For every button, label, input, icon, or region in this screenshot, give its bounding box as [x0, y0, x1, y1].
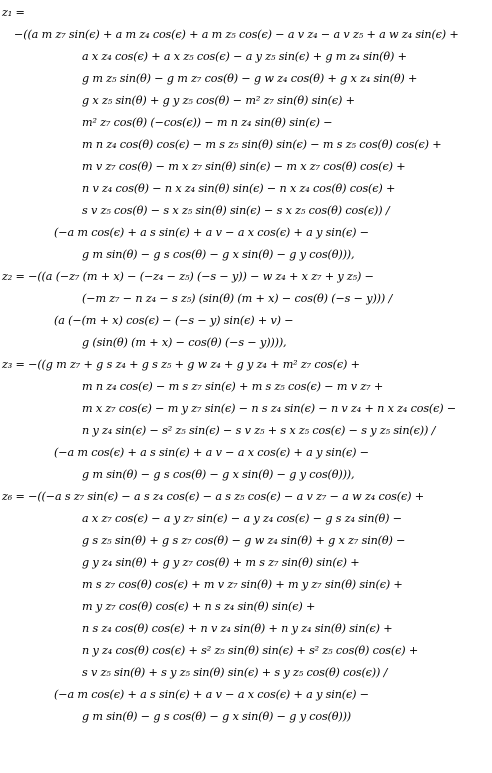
eq-text: g m sin(θ) − g s cos(θ) − g x sin(θ) − g y cos(θ)))	[82, 710, 352, 723]
eq-text: m s z₇ cos(θ) cos(ϵ) + m v z₇ sin(θ) + m y z₇ sin(θ) sin(ϵ) +	[82, 578, 403, 591]
eq-text: g m z₅ sin(θ) − g m z₇ cos(θ) − g w z₄ cos(θ) + g x z₄ sin(θ) +	[82, 72, 418, 85]
eq-z2-line-4	[82, 332, 286, 354]
eq-z3-line-1	[2, 354, 360, 376]
eq-z1-line-9	[82, 178, 395, 200]
eq-z1-line-7	[82, 134, 441, 156]
eq-text: z₁ =	[2, 6, 25, 19]
eq-z6-line-7	[82, 618, 392, 640]
eq-z1-line-8	[82, 156, 405, 178]
eq-z6-line-6	[82, 596, 315, 618]
eq-z1-line-12	[82, 244, 354, 266]
eq-z2-line-2	[82, 288, 392, 310]
eq-z3-line-3	[82, 398, 456, 420]
eq-z3-line-4	[82, 420, 435, 442]
eq-z2-line-1	[2, 266, 374, 288]
eq-text: (−a m cos(ϵ) + a s sin(ϵ) + a v − a x cos(ϵ) + a y sin(ϵ) −	[54, 446, 369, 459]
eq-z6-line-3	[82, 530, 405, 552]
eq-z6-line-9	[82, 662, 387, 684]
eq-text: −((a m z₇ sin(ϵ) + a m z₄ cos(ϵ) + a m z₅ cos(ϵ) − a v z₄ − a v z₅ + a w z₄ sin(ϵ) +	[14, 28, 459, 41]
eq-text: m n z₄ cos(θ) cos(ϵ) − m s z₅ sin(θ) sin(ϵ) − m s z₅ cos(θ) cos(ϵ) +	[82, 138, 442, 151]
eq-text: m y z₇ cos(θ) cos(ϵ) + n s z₄ sin(θ) sin(ϵ) +	[82, 600, 316, 613]
eq-z3-line-2	[82, 376, 383, 398]
eq-z6-line-11	[82, 706, 351, 728]
eq-z6-line-5	[82, 574, 403, 596]
eq-text: a x z₇ cos(ϵ) − a y z₇ sin(ϵ) − a y z₄ cos(ϵ) − g s z₄ sin(θ) −	[82, 512, 402, 525]
eq-text: n y z₄ cos(θ) cos(ϵ) + s² z₅ sin(θ) sin(ϵ) + s² z₅ cos(θ) cos(ϵ) +	[82, 644, 419, 657]
eq-text: z₃ = −((g m z₇ + g s z₄ + g s z₅ + g w z₄ + g y z₄ + m² z₇ cos(ϵ) +	[2, 358, 360, 371]
eq-z6-line-1	[2, 486, 424, 508]
eq-text: (−a m cos(ϵ) + a s sin(ϵ) + a v − a x cos(ϵ) + a y sin(ϵ) −	[54, 688, 369, 701]
eq-text: (a (−(m + x) cos(ϵ) − (−s − y) sin(ϵ) + v) −	[54, 314, 294, 327]
eq-text: g m sin(θ) − g s cos(θ) − g x sin(θ) − g y cos(θ))),	[82, 248, 355, 261]
eq-z1-line-10	[82, 200, 389, 222]
eq-text: m x z₇ cos(ϵ) − m y z₇ sin(ϵ) − n s z₄ sin(ϵ) − n v z₄ + n x z₄ cos(ϵ) −	[82, 402, 457, 415]
eq-text: z₆ = −((−a s z₇ sin(ϵ) − a s z₄ cos(ϵ) − a s z₅ cos(ϵ) − a v z₇ − a w z₄ cos(ϵ) +	[2, 490, 424, 503]
eq-text: s v z₅ sin(θ) + s y z₅ sin(θ) sin(ϵ) + s y z₅ cos(θ) cos(ϵ)) /	[82, 666, 388, 679]
eq-text: g x z₅ sin(θ) + g y z₅ cos(θ) − m² z₇ sin(θ) sin(ϵ) +	[82, 94, 355, 107]
eq-z3-line-5	[54, 442, 369, 464]
eq-z2-line-3	[54, 310, 293, 332]
eq-z1-line-6	[82, 112, 332, 134]
eq-text: g (sin(θ) (m + x) − cos(θ) (−s − y)))),	[82, 336, 287, 349]
eq-z6-line-8	[82, 640, 418, 662]
eq-text: a x z₄ cos(ϵ) + a x z₅ cos(ϵ) − a y z₅ sin(ϵ) + g m z₄ sin(θ) +	[82, 50, 407, 63]
eq-text: z₂ = −((a (−z₇ (m + x) − (−z₄ − z₅) (−s − y)) − w z₄ + x z₇ + y z₅) −	[2, 270, 374, 283]
eq-z1-line-2	[14, 24, 459, 46]
eq-text: (−m z₇ − n z₄ − s z₅) (sin(θ) (m + x) − cos(θ) (−s − y))) /	[82, 292, 393, 305]
eq-z3-line-6	[82, 464, 354, 486]
eq-text: n y z₄ sin(ϵ) − s² z₅ sin(ϵ) − s v z₅ + s x z₅ cos(ϵ) − s y z₅ sin(ϵ)) /	[82, 424, 436, 437]
eq-text: n s z₄ cos(θ) cos(ϵ) + n v z₄ sin(θ) + n y z₄ sin(θ) sin(ϵ) +	[82, 622, 393, 635]
eq-z1-line-11	[54, 222, 369, 244]
eq-text: m² z₇ cos(θ) (−cos(ϵ)) − m n z₄ sin(θ) sin(ϵ) −	[82, 116, 333, 129]
eq-text: g m sin(θ) − g s cos(θ) − g x sin(θ) − g y cos(θ))),	[82, 468, 355, 481]
eq-z6-line-10	[54, 684, 369, 706]
eq-z1-line-4	[82, 68, 417, 90]
eq-text: (−a m cos(ϵ) + a s sin(ϵ) + a v − a x cos(ϵ) + a y sin(ϵ) −	[54, 226, 369, 239]
eq-z1-line-5	[82, 90, 355, 112]
eq-z6-line-2	[82, 508, 402, 530]
eq-z6-line-4	[82, 552, 360, 574]
eq-z1-line-1	[2, 2, 25, 24]
eq-text: s v z₅ cos(θ) − s x z₅ sin(θ) sin(ϵ) − s x z₅ cos(θ) cos(ϵ)) /	[82, 204, 390, 217]
eq-text: m v z₇ cos(θ) − m x z₇ sin(θ) sin(ϵ) − m x z₇ cos(θ) cos(ϵ) +	[82, 160, 406, 173]
eq-text: g y z₄ sin(θ) + g y z₇ cos(θ) + m s z₇ sin(θ) sin(ϵ) +	[82, 556, 360, 569]
eq-text: n v z₄ cos(θ) − n x z₄ sin(θ) sin(ϵ) − n x z₄ cos(θ) cos(ϵ) +	[82, 182, 396, 195]
eq-text: m n z₄ cos(ϵ) − m s z₇ sin(ϵ) + m s z₅ cos(ϵ) − m v z₇ +	[82, 380, 384, 393]
eq-text: g s z₅ sin(θ) + g s z₇ cos(θ) − g w z₄ sin(θ) + g x z₇ sin(θ) −	[82, 534, 406, 547]
eq-z1-line-3	[82, 46, 407, 68]
